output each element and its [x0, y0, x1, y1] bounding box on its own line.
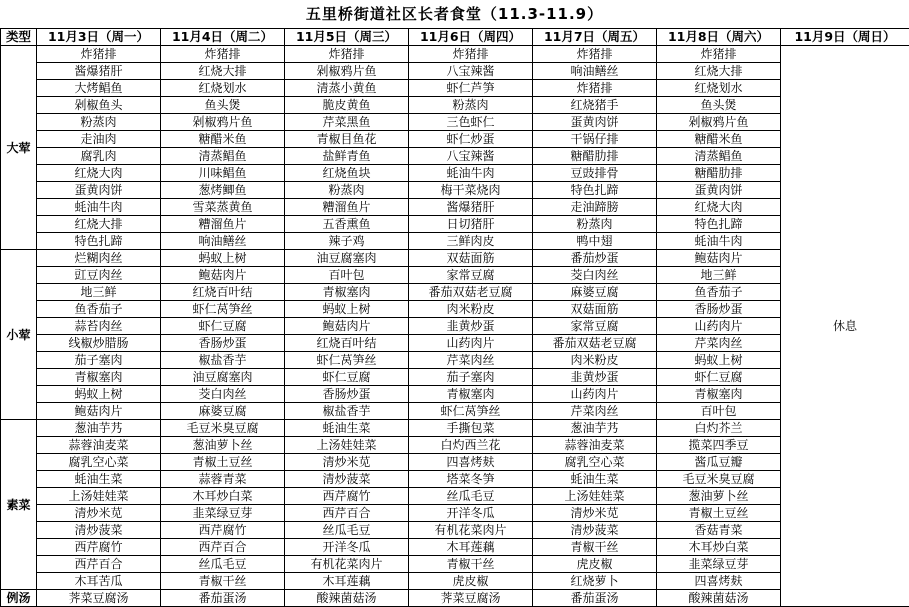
dish-cell: 荠菜豆腐汤 [409, 590, 533, 607]
dish-cell: 八宝辣酱 [409, 148, 533, 165]
dish-cell: 粉蒸肉 [37, 114, 161, 131]
day-header: 11月8日（周六） [657, 29, 781, 46]
dish-cell: 剁椒鸦片鱼 [657, 114, 781, 131]
dish-cell: 酸辣菌菇汤 [285, 590, 409, 607]
dish-cell: 蚝油生菜 [285, 420, 409, 437]
dish-cell: 响油鳝丝 [533, 63, 657, 80]
category-label: 小荤 [1, 250, 37, 420]
dish-cell: 上汤娃娃菜 [533, 488, 657, 505]
dish-cell: 大烤鲳鱼 [37, 80, 161, 97]
dish-cell: 红烧百叶结 [285, 335, 409, 352]
dish-cell: 蚂蚁上树 [285, 301, 409, 318]
dish-cell: 地三鲜 [657, 267, 781, 284]
dish-cell: 蛋黄肉饼 [37, 182, 161, 199]
menu-row [1, 454, 909, 471]
dish-cell: 清炒米苋 [285, 454, 409, 471]
dish-cell: 双菇面筋 [409, 250, 533, 267]
day-header: 11月5日（周三） [285, 29, 409, 46]
dish-cell: 地三鲜 [37, 284, 161, 301]
menu-row [1, 284, 909, 301]
dish-cell: 山药肉片 [657, 318, 781, 335]
dish-cell: 红烧百叶结 [161, 284, 285, 301]
dish-cell: 青椒目鱼花 [285, 131, 409, 148]
dish-cell: 清炒米苋 [533, 505, 657, 522]
dish-cell: 清炒菠菜 [285, 471, 409, 488]
dish-cell: 炸猪排 [533, 46, 657, 63]
menu-row [1, 250, 909, 267]
dish-cell: 青椒干丝 [161, 573, 285, 590]
dish-cell: 木耳苦瓜 [37, 573, 161, 590]
dish-cell: 炸猪排 [285, 46, 409, 63]
dish-cell: 西芹腐竹 [285, 488, 409, 505]
dish-cell: 椒盐香芋 [161, 352, 285, 369]
dish-cell: 红烧划水 [161, 80, 285, 97]
dish-cell: 西芹百合 [37, 556, 161, 573]
dish-cell: 腐乳空心菜 [533, 454, 657, 471]
menu-row [1, 386, 909, 403]
sunday-rest-cell: 休息 [781, 46, 909, 607]
dish-cell: 塔菜冬笋 [409, 471, 533, 488]
dish-cell: 剁椒鸦片鱼 [285, 63, 409, 80]
dish-cell: 葱烤鲫鱼 [161, 182, 285, 199]
dish-cell: 鲍菇肉片 [161, 267, 285, 284]
dish-cell: 茄子塞肉 [37, 352, 161, 369]
dish-cell: 雪菜蒸黄鱼 [161, 199, 285, 216]
dish-cell: 肉米粉皮 [409, 301, 533, 318]
dish-cell: 韭黄炒蛋 [533, 369, 657, 386]
dish-cell: 青椒塞肉 [37, 369, 161, 386]
dish-cell: 蚝油牛肉 [409, 165, 533, 182]
dish-cell: 糖醋米鱼 [161, 131, 285, 148]
dish-cell: 虾仁豆腐 [657, 369, 781, 386]
dish-cell: 蚝油生菜 [533, 471, 657, 488]
dish-cell: 虎皮椒 [533, 556, 657, 573]
dish-cell: 韭菜绿豆芽 [161, 505, 285, 522]
dish-cell: 番茄双菇老豆腐 [409, 284, 533, 301]
dish-cell: 糖醋肋排 [657, 165, 781, 182]
dish-cell: 炸猪排 [533, 80, 657, 97]
dish-cell: 清炒菠菜 [533, 522, 657, 539]
dish-cell: 百叶包 [285, 267, 409, 284]
dish-cell: 特色扎蹄 [657, 216, 781, 233]
menu-row [1, 114, 909, 131]
dish-cell: 走油肉 [37, 131, 161, 148]
header-row [1, 29, 909, 46]
dish-cell: 西芹腐竹 [161, 522, 285, 539]
dish-cell: 山药肉片 [409, 335, 533, 352]
menu-row [1, 488, 909, 505]
dish-cell: 蒜苔肉丝 [37, 318, 161, 335]
dish-cell: 蒜蓉油麦菜 [533, 437, 657, 454]
dish-cell: 红烧大肉 [37, 165, 161, 182]
dish-cell: 双菇面筋 [533, 301, 657, 318]
dish-cell: 五香熏鱼 [285, 216, 409, 233]
menu-row [1, 437, 909, 454]
dish-cell: 肉米粉皮 [533, 352, 657, 369]
dish-cell: 酱爆猪肝 [409, 199, 533, 216]
dish-cell: 脆皮黄鱼 [285, 97, 409, 114]
dish-cell: 鲍菇肉片 [37, 403, 161, 420]
dish-cell: 鱼香茄子 [657, 284, 781, 301]
dish-cell: 四喜烤麸 [409, 454, 533, 471]
dish-cell: 炸猪排 [37, 46, 161, 63]
dish-cell: 茄子塞肉 [409, 369, 533, 386]
dish-cell: 红烧大肉 [657, 199, 781, 216]
dish-cell: 红烧猪手 [533, 97, 657, 114]
dish-cell: 粉蒸肉 [533, 216, 657, 233]
dish-cell: 剁椒鱼头 [37, 97, 161, 114]
dish-cell: 酱瓜豆瓣 [657, 454, 781, 471]
dish-cell: 青椒塞肉 [657, 386, 781, 403]
dish-cell: 山药肉片 [533, 386, 657, 403]
dish-cell: 开洋冬瓜 [285, 539, 409, 556]
dish-cell: 清炒米苋 [37, 505, 161, 522]
dish-cell: 椒盐香芋 [285, 403, 409, 420]
dish-cell: 番茄蛋汤 [161, 590, 285, 607]
dish-cell: 韭黄炒蛋 [409, 318, 533, 335]
dish-cell: 毛豆米臭豆腐 [161, 420, 285, 437]
day-header: 11月6日（周四） [409, 29, 533, 46]
dish-cell: 油豆腐塞肉 [161, 369, 285, 386]
dish-cell: 荠菜豆腐汤 [37, 590, 161, 607]
category-label: 素菜 [1, 420, 37, 590]
menu-row [1, 539, 909, 556]
dish-cell: 西芹百合 [161, 539, 285, 556]
dish-cell: 特色扎蹄 [37, 233, 161, 250]
menu-row [1, 369, 909, 386]
dish-cell: 红烧划水 [657, 80, 781, 97]
dish-cell: 炸猪排 [409, 46, 533, 63]
menu-row [1, 233, 909, 250]
dish-cell: 青椒土豆丝 [657, 505, 781, 522]
menu-row [1, 267, 909, 284]
dish-cell: 香菇青菜 [657, 522, 781, 539]
menu-row [1, 46, 909, 63]
menu-title: 五里桥街道社区长者食堂（11.3-11.9） [0, 0, 909, 28]
menu-row [1, 352, 909, 369]
menu-row [1, 573, 909, 590]
dish-cell: 炸猪排 [161, 46, 285, 63]
menu-row [1, 80, 909, 97]
dish-cell: 清蒸鲳鱼 [161, 148, 285, 165]
dish-cell: 蚝油牛肉 [37, 199, 161, 216]
dish-cell: 蚂蚁上树 [37, 386, 161, 403]
dish-cell: 炸猪排 [657, 46, 781, 63]
category-label: 大荤 [1, 46, 37, 250]
menu-row [1, 182, 909, 199]
dish-cell: 线椒炒腊肠 [37, 335, 161, 352]
dish-cell: 虾仁豆腐 [161, 318, 285, 335]
dish-cell: 腐乳空心菜 [37, 454, 161, 471]
day-header: 11月3日（周一） [37, 29, 161, 46]
dish-cell: 糟溜鱼片 [285, 199, 409, 216]
dish-cell: 糖醋米鱼 [657, 131, 781, 148]
dish-cell: 虾仁芦笋 [409, 80, 533, 97]
dish-cell: 三鲜肉皮 [409, 233, 533, 250]
dish-cell: 揽菜四季豆 [657, 437, 781, 454]
day-header: 11月9日（周日） [781, 29, 909, 46]
dish-cell: 番茄蛋汤 [533, 590, 657, 607]
dish-cell: 有机花菜肉片 [409, 522, 533, 539]
dish-cell: 茭白肉丝 [161, 386, 285, 403]
menu-row [1, 63, 909, 80]
menu-row [1, 522, 909, 539]
menu-row [1, 301, 909, 318]
dish-cell: 豆豉排骨 [533, 165, 657, 182]
dish-cell: 豇豆肉丝 [37, 267, 161, 284]
dish-cell: 清蒸鲳鱼 [657, 148, 781, 165]
dish-cell: 鲍菇肉片 [657, 250, 781, 267]
dish-cell: 糟溜鱼片 [161, 216, 285, 233]
menu-row [1, 505, 909, 522]
dish-cell: 剁椒鸦片鱼 [161, 114, 285, 131]
dish-cell: 红烧萝卜 [533, 573, 657, 590]
category-label: 例汤 [1, 590, 37, 607]
menu-body [1, 46, 909, 607]
dish-cell: 木耳炒白菜 [657, 539, 781, 556]
dish-cell: 粉蒸肉 [409, 97, 533, 114]
dish-cell: 鲍菇肉片 [285, 318, 409, 335]
dish-cell: 西芹腐竹 [37, 539, 161, 556]
dish-cell: 蒜蓉油麦菜 [37, 437, 161, 454]
dish-cell: 红烧大排 [657, 63, 781, 80]
menu-row [1, 131, 909, 148]
dish-cell: 青椒塞肉 [285, 284, 409, 301]
dish-cell: 干锅仔排 [533, 131, 657, 148]
dish-cell: 川味鲳鱼 [161, 165, 285, 182]
menu-row [1, 420, 909, 437]
menu-row [1, 590, 909, 607]
dish-cell: 家常豆腐 [409, 267, 533, 284]
dish-cell: 酸辣菌菇汤 [657, 590, 781, 607]
day-header: 11月4日（周二） [161, 29, 285, 46]
dish-cell: 丝瓜毛豆 [285, 522, 409, 539]
dish-cell: 蒜蓉青菜 [161, 471, 285, 488]
dish-cell: 清蒸小黄鱼 [285, 80, 409, 97]
dish-cell: 虾仁豆腐 [285, 369, 409, 386]
dish-cell: 家常豆腐 [533, 318, 657, 335]
dish-cell: 虾仁莴笋丝 [161, 301, 285, 318]
menu-row [1, 471, 909, 488]
dish-cell: 辣子鸡 [285, 233, 409, 250]
dish-cell: 蚝油生菜 [37, 471, 161, 488]
dish-cell: 芹菜肉丝 [533, 403, 657, 420]
dish-cell: 清炒菠菜 [37, 522, 161, 539]
dish-cell: 百叶包 [657, 403, 781, 420]
dish-cell: 八宝辣酱 [409, 63, 533, 80]
dish-cell: 葱油萝卜丝 [161, 437, 285, 454]
dish-cell: 西芹百合 [285, 505, 409, 522]
menu-row [1, 165, 909, 182]
dish-cell: 腐乳肉 [37, 148, 161, 165]
dish-cell: 日切猪肝 [409, 216, 533, 233]
dish-cell: 响油鳝丝 [161, 233, 285, 250]
dish-cell: 虎皮椒 [409, 573, 533, 590]
dish-cell: 鱼头煲 [161, 97, 285, 114]
dish-cell: 蚂蚁上树 [657, 352, 781, 369]
dish-cell: 青椒干丝 [409, 556, 533, 573]
dish-cell: 上汤娃娃菜 [285, 437, 409, 454]
dish-cell: 酱爆猪肝 [37, 63, 161, 80]
dish-cell: 上汤娃娃菜 [37, 488, 161, 505]
dish-cell: 香肠炒蛋 [285, 386, 409, 403]
dish-cell: 麻婆豆腐 [161, 403, 285, 420]
dish-cell: 走油蹄膀 [533, 199, 657, 216]
dish-cell: 有机花菜肉片 [285, 556, 409, 573]
dish-cell: 特色扎蹄 [533, 182, 657, 199]
dish-cell: 茭白肉丝 [533, 267, 657, 284]
dish-cell: 木耳莲藕 [409, 539, 533, 556]
dish-cell: 虾仁莴笋丝 [285, 352, 409, 369]
dish-cell: 油豆腐塞肉 [285, 250, 409, 267]
dish-cell: 梅干菜烧肉 [409, 182, 533, 199]
dish-cell: 蚂蚁上树 [161, 250, 285, 267]
dish-cell: 蛋黄肉饼 [533, 114, 657, 131]
menu-table [0, 28, 909, 607]
dish-cell: 蛋黄肉饼 [657, 182, 781, 199]
menu-row [1, 556, 909, 573]
dish-cell: 番茄炒蛋 [533, 250, 657, 267]
dish-cell: 韭菜绿豆芽 [657, 556, 781, 573]
menu-row [1, 318, 909, 335]
menu-row [1, 403, 909, 420]
dish-cell: 青椒干丝 [533, 539, 657, 556]
dish-cell: 虾仁莴笋丝 [409, 403, 533, 420]
dish-cell: 红烧大排 [37, 216, 161, 233]
dish-cell: 白灼芥兰 [657, 420, 781, 437]
dish-cell: 白灼西兰花 [409, 437, 533, 454]
dish-cell: 番茄双菇老豆腐 [533, 335, 657, 352]
dish-cell: 香肠炒蛋 [657, 301, 781, 318]
dish-cell: 三色虾仁 [409, 114, 533, 131]
day-header: 11月7日（周五） [533, 29, 657, 46]
dish-cell: 木耳炒白菜 [161, 488, 285, 505]
dish-cell: 青椒塞肉 [409, 386, 533, 403]
dish-cell: 芹菜肉丝 [409, 352, 533, 369]
dish-cell: 糖醋肋排 [533, 148, 657, 165]
type-header: 类型 [1, 29, 37, 46]
dish-cell: 木耳莲藕 [285, 573, 409, 590]
menu-row [1, 335, 909, 352]
dish-cell: 香肠炒蛋 [161, 335, 285, 352]
dish-cell: 红烧大排 [161, 63, 285, 80]
dish-cell: 葱油芋艿 [37, 420, 161, 437]
menu-row [1, 199, 909, 216]
dish-cell: 蚝油牛肉 [657, 233, 781, 250]
dish-cell: 葱油萝卜丝 [657, 488, 781, 505]
dish-cell: 手撕包菜 [409, 420, 533, 437]
dish-cell: 芹菜黑鱼 [285, 114, 409, 131]
menu-row [1, 97, 909, 114]
dish-cell: 丝瓜毛豆 [161, 556, 285, 573]
dish-cell: 四喜烤麸 [657, 573, 781, 590]
dish-cell: 盐鲜青鱼 [285, 148, 409, 165]
dish-cell: 葱油芋艿 [533, 420, 657, 437]
menu-row [1, 148, 909, 165]
dish-cell: 红烧鱼块 [285, 165, 409, 182]
dish-cell: 开洋冬瓜 [409, 505, 533, 522]
menu-row [1, 216, 909, 233]
dish-cell: 毛豆米臭豆腐 [657, 471, 781, 488]
dish-cell: 青椒土豆丝 [161, 454, 285, 471]
dish-cell: 烂糊肉丝 [37, 250, 161, 267]
dish-cell: 粉蒸肉 [285, 182, 409, 199]
dish-cell: 鸭中翅 [533, 233, 657, 250]
dish-cell: 麻婆豆腐 [533, 284, 657, 301]
dish-cell: 虾仁炒蛋 [409, 131, 533, 148]
dish-cell: 丝瓜毛豆 [409, 488, 533, 505]
dish-cell: 芹菜肉丝 [657, 335, 781, 352]
dish-cell: 鱼香茄子 [37, 301, 161, 318]
dish-cell: 鱼头煲 [657, 97, 781, 114]
